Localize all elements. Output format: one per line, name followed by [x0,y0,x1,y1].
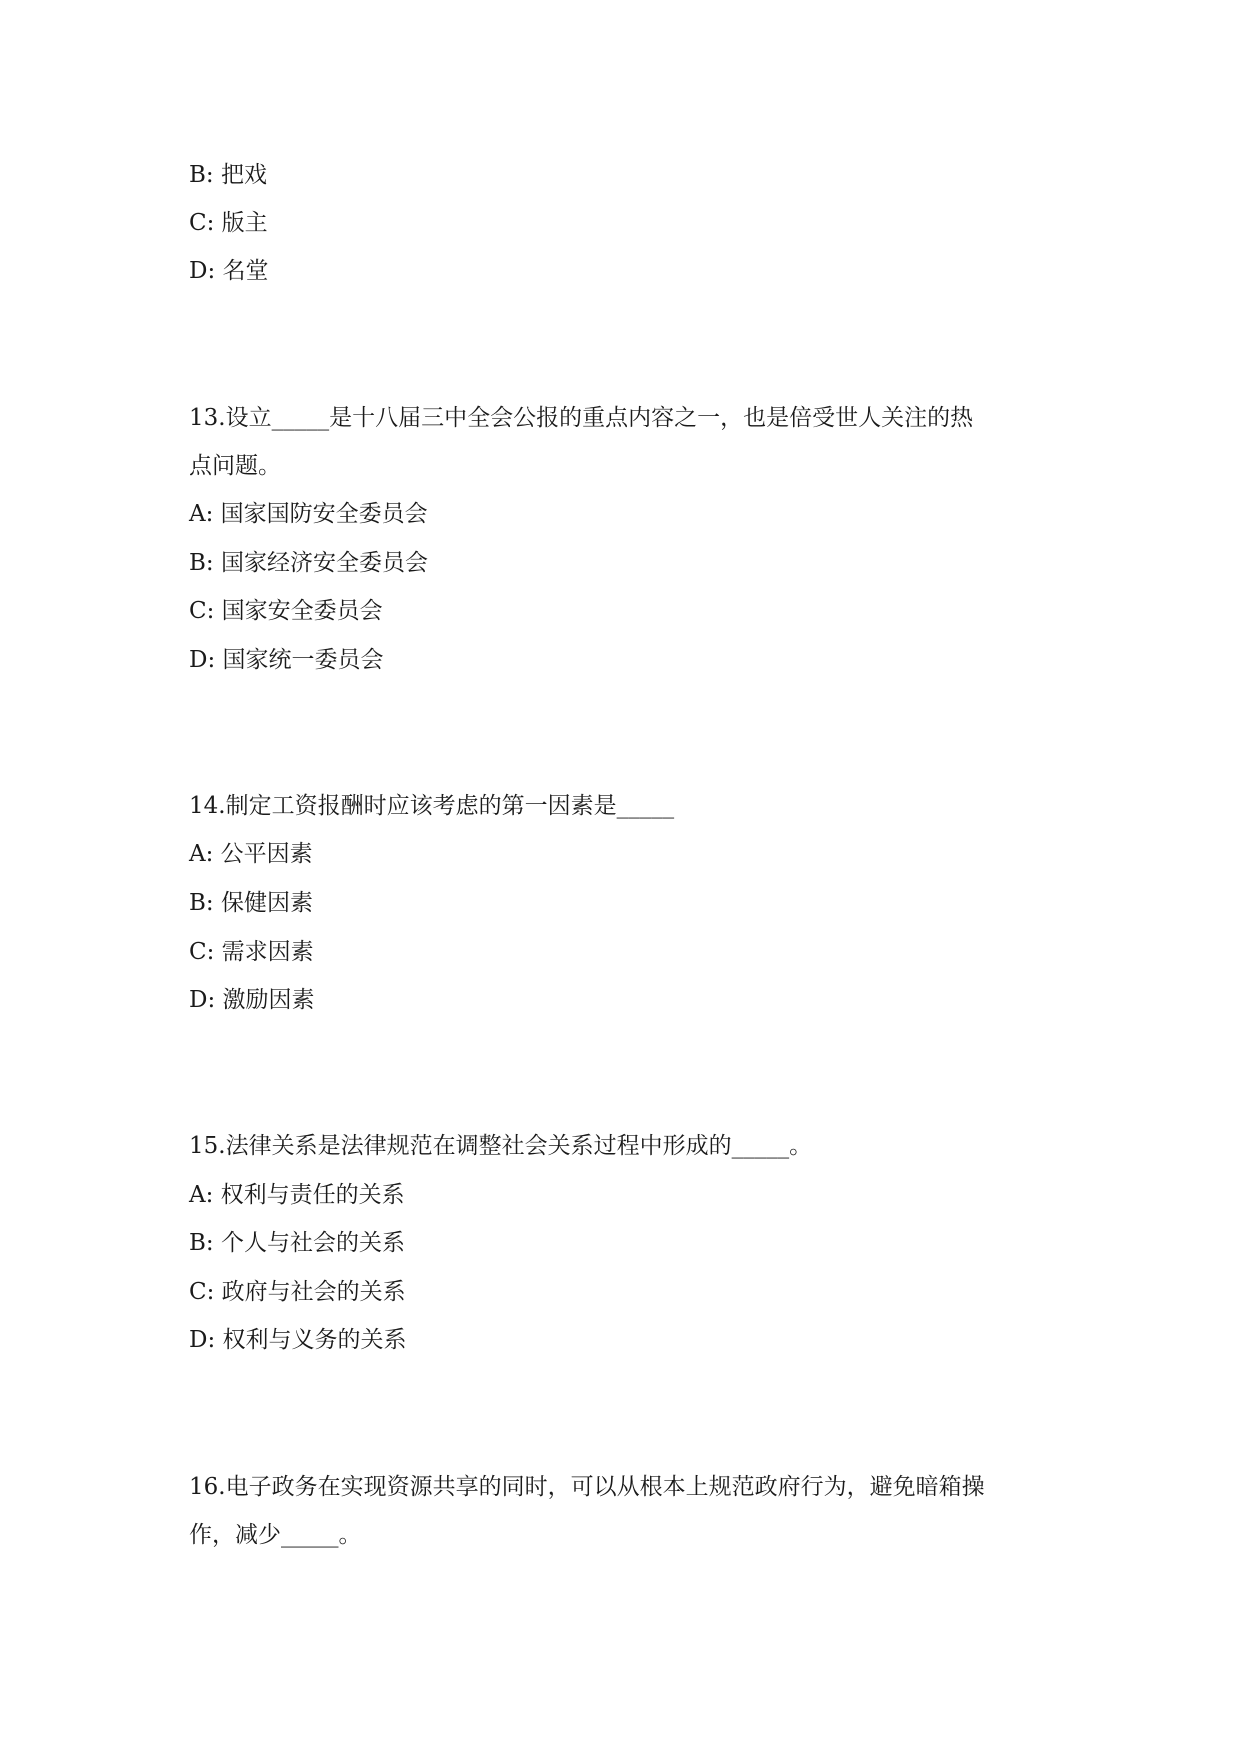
question-15-stem: 15.法律关系是法律规范在调整社会关系过程中形成的_____。 [189,1133,813,1159]
question-15-option-c: C: 政府与社会的关系 [189,1279,406,1305]
question-13-option-d: D: 国家统一委员会 [189,647,384,673]
question-14-option-b: B: 保健因素 [189,890,313,916]
question-16-stem-line-2: 作，减少_____。 [189,1522,362,1548]
question-15-option-b: B: 个人与社会的关系 [189,1230,405,1256]
question-15-option-d: D: 权利与义务的关系 [189,1327,407,1353]
question-13-stem-line-1: 13.设立_____是十八届三中全会公报的重点内容之一，也是倍受世人关注的热 [189,405,974,431]
option-b: B: 把戏 [189,162,267,188]
question-13-option-b: B: 国家经济安全委员会 [189,550,428,576]
option-c: C: 版主 [189,210,268,236]
option-d: D: 名堂 [189,258,269,284]
question-14-option-d: D: 激励因素 [189,987,315,1013]
question-16-stem-line-1: 16.电子政务在实现资源共享的同时，可以从根本上规范政府行为，避免暗箱操 [189,1474,985,1500]
question-14-option-c: C: 需求因素 [189,939,314,965]
question-13-option-c: C: 国家安全委员会 [189,598,383,624]
question-14-option-a: A: 公平因素 [189,841,313,867]
question-13-stem-line-2: 点问题。 [189,453,281,479]
question-14-stem: 14.制定工资报酬时应该考虑的第一因素是_____ [189,793,675,819]
question-15-option-a: A: 权利与责任的关系 [189,1182,405,1208]
question-13-option-a: A: 国家国防安全委员会 [189,501,428,527]
